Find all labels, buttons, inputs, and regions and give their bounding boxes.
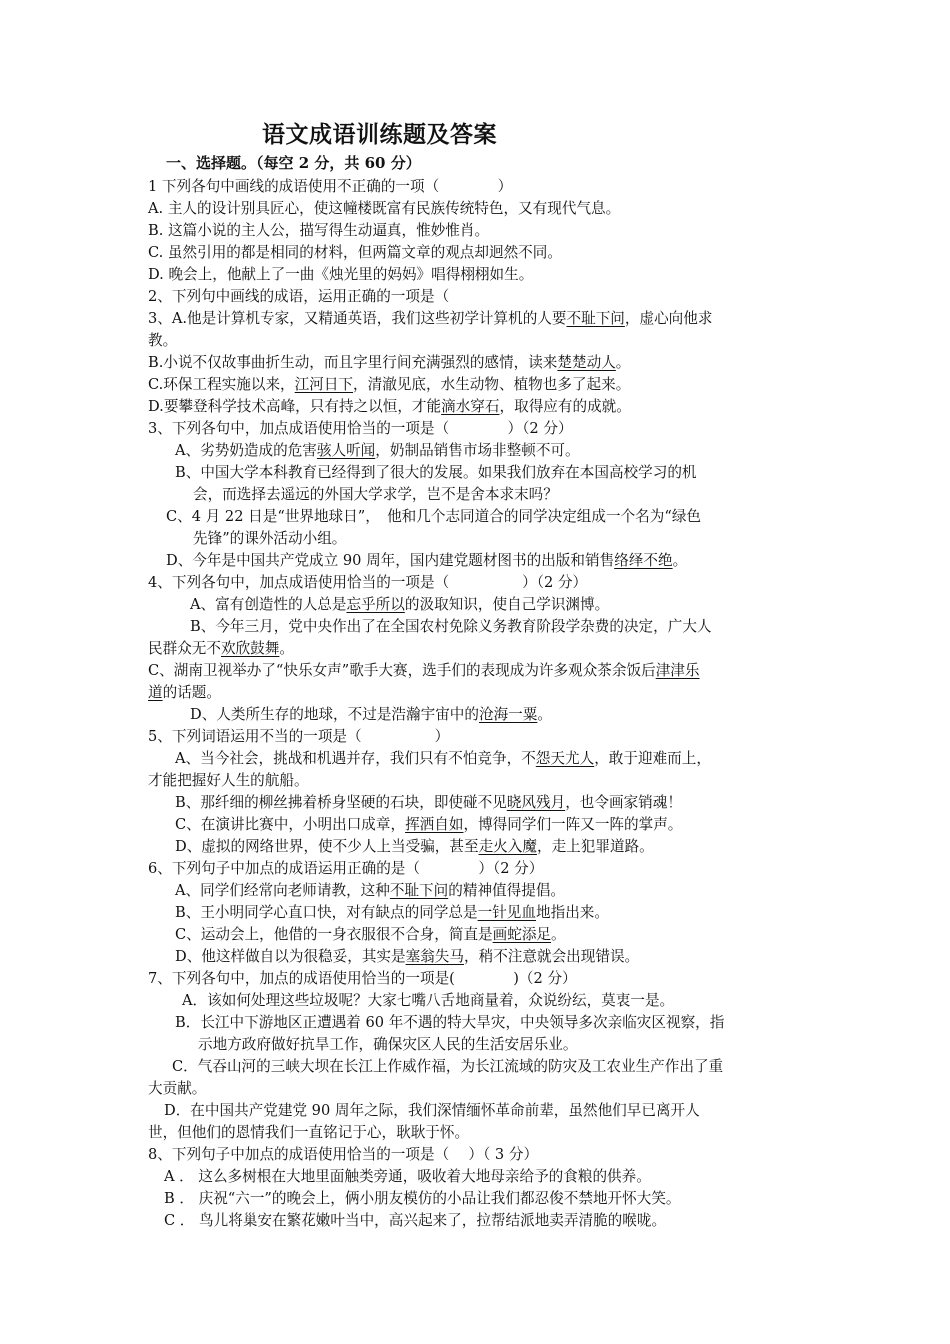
line-text: 世，但他们的恩情我们一直铭记于心，耿耿于怀。 <box>148 1124 470 1141</box>
text-line <box>175 749 711 769</box>
text-line <box>148 573 587 593</box>
text-line <box>175 837 654 857</box>
line-text: 8、下列句子中加点的成语使用恰当的一项是（ ）（ 3 分） <box>148 1146 539 1163</box>
section-heading: 一、选择题。（每空 2 分，共 60 分） <box>166 154 421 172</box>
text-line <box>166 507 701 527</box>
line-text: B、今年三月，党中央作出了在全国农村免除义务教育阶段学杂费的决定，广大人 <box>190 618 712 635</box>
line-text: 4、下列各句中，加点成语使用恰当的一项是（ ）（2 分） <box>148 574 588 591</box>
line-text: C ． 鸟儿将巢安在繁花嫩叶当中，高兴起来了，拉帮结派地卖弄清脆的喉咙。 <box>164 1212 667 1229</box>
line-text: ，虚心向他求 <box>624 310 713 327</box>
line-text: B、王小明同学心直口快，对有缺点的同学总是 <box>175 904 478 921</box>
line-text: D、今年是中国共产党成立 90 周年，国内建党题材图书的出版和销售 <box>166 552 615 569</box>
underlined-idiom: 挥洒自如 <box>405 816 464 833</box>
line-text: 的话题。 <box>162 684 221 701</box>
line-text: D、虚拟的网络世界，使不少人上当受骗，甚至 <box>175 838 479 855</box>
underlined-idiom: 络绎不绝 <box>614 552 673 569</box>
line-text: C．气吞山河的三峡大坝在长江上作威作福，为长江流域的防灾及工农业生产作出了重 <box>172 1058 724 1075</box>
line-text: C、湖南卫视举办了“快乐女声”歌手大赛，选手们的表现成为许多观众茶余饭后 <box>148 662 656 679</box>
line-text: 教。 <box>148 332 178 349</box>
line-text: 5、下列词语运用不当的一项是（ ） <box>148 728 450 745</box>
line-text: B、中国大学本科教育已经得到了很大的发展。如果我们放弃在本国高校学习的机 <box>175 464 697 481</box>
line-text: D. 晚会上，他献上了一曲《烛光里的妈妈》唱得栩栩如生。 <box>148 266 534 283</box>
text-line <box>175 441 580 461</box>
line-text: 的精神值得提倡。 <box>448 882 566 899</box>
line-text: 7、下列各句中，加点的成语使用恰当的一项是( )（2 分） <box>148 970 577 987</box>
line-text: A、同学们经常向老师请教，这种 <box>175 882 390 899</box>
line-text: D、他这样做自以为很稳妥，其实是 <box>175 948 406 965</box>
line-text: 。 <box>615 354 631 371</box>
line-text: C.环保工程实施以来， <box>148 376 295 393</box>
underlined-idiom: 楚楚动人 <box>557 354 616 371</box>
underlined-idiom: 忘乎所以 <box>346 596 405 613</box>
text-line <box>190 617 712 637</box>
underlined-idiom: 走火入魔 <box>478 838 537 855</box>
text-line <box>148 1145 538 1165</box>
text-line <box>193 529 346 549</box>
line-text: B. 这篇小说的主人公，描写得生动逼真，惟妙惟肖。 <box>148 222 490 239</box>
text-line <box>148 287 449 307</box>
text-line <box>148 727 449 747</box>
text-line <box>190 595 609 615</box>
text-line <box>198 1035 577 1055</box>
line-text: 民群众无不 <box>148 640 221 657</box>
line-text: 。 <box>537 706 552 723</box>
text-line <box>164 1189 681 1209</box>
line-text: ，也令画家销魂！ <box>565 794 682 811</box>
line-text: A. 主人的设计别具匠心，使这幢楼既富有民族传统特色，又有现代气息。 <box>148 200 621 217</box>
text-line <box>193 485 558 505</box>
line-text: ，博得同学们一阵又一阵的掌声。 <box>463 816 683 833</box>
line-text: D、人类所生存的地球，不过是浩瀚宇宙中的 <box>190 706 479 723</box>
underlined-idiom: 怨天尤人 <box>535 750 595 767</box>
line-text: 1 下列各句中画线的成语使用不正确的一项（ ） <box>148 178 513 195</box>
underlined-idiom: 不耻下问 <box>566 310 625 327</box>
text-line <box>175 463 697 483</box>
underlined-idiom: 骇人听闻 <box>316 442 376 459</box>
line-text: A、当今社会，挑战和机遇并存，我们只有不怕竞争，不 <box>175 750 536 767</box>
line-text: B．长江中下游地区正遭遇着 60 年不遇的特大旱灾，中央领导多次亲临灾区视察，指 <box>175 1014 725 1031</box>
line-text: C. 虽然引用的都是相同的材料，但两篇文章的观点却迥然不同。 <box>148 244 562 261</box>
underlined-idiom: 欢欣鼓舞 <box>220 640 280 657</box>
line-text: ，敢于迎难而上， <box>594 750 711 767</box>
text-line <box>164 1167 651 1187</box>
text-line <box>148 771 309 791</box>
line-text: B、那纤细的柳丝拂着桥身坚硬的石块，即使碰不见 <box>175 794 507 811</box>
line-text: 会，而选择去遥远的外国大学求学，岂不是舍本求末吗？ <box>193 486 558 503</box>
underlined-idiom: 滴水穿石 <box>441 398 500 415</box>
text-line <box>148 221 489 241</box>
line-text: B ． 庆祝“六一”的晚会上，俩小朋友模仿的小品让我们都忍俊不禁地开怀大笑。 <box>164 1190 681 1207</box>
document-title: 语文成语训练题及答案 <box>262 122 497 148</box>
text-line <box>148 397 631 417</box>
text-line <box>175 925 566 945</box>
text-line <box>182 991 674 1011</box>
underlined-idiom: 道 <box>148 684 163 701</box>
line-text: A．该如何处理这些垃圾呢？大家七嘴八舌地商量着，众说纷纭，莫衷一是。 <box>182 992 675 1009</box>
line-text: C、运动会上，他借的一身衣服很不合身，简直是 <box>175 926 493 943</box>
underlined-idiom: 津津乐 <box>655 662 700 679</box>
underlined-idiom: 江河日下 <box>294 376 354 393</box>
text-line <box>148 969 577 989</box>
line-text: D．在中国共产党建党 90 周年之际，我们深情缅怀革命前辈，虽然他们早已离开人 <box>164 1102 700 1119</box>
text-line <box>148 859 543 879</box>
underlined-idiom: 塞翁失马 <box>405 948 464 965</box>
text-line <box>164 1211 666 1231</box>
line-text: C、4 月 22 日是“世界地球日”， 他和几个志同道合的同学决定组成一个名为“绿色 <box>166 508 702 525</box>
line-text: 2、下列句中画线的成语，运用正确的一项是（ <box>148 288 450 305</box>
line-text: 3、下列各句中，加点成语使用恰当的一项是（ ）（2 分） <box>148 420 573 437</box>
text-line <box>175 793 682 813</box>
text-line <box>148 661 699 681</box>
text-line <box>148 1079 206 1099</box>
underlined-idiom: 画蛇添足 <box>492 926 552 943</box>
line-text: 。 <box>672 552 688 569</box>
text-line <box>190 705 552 725</box>
text-line <box>148 1123 469 1143</box>
line-text: ，取得应有的成就。 <box>499 398 631 415</box>
line-text: C、在演讲比赛中，小明出口成章， <box>175 816 406 833</box>
text-line <box>175 881 565 901</box>
line-text: 。 <box>279 640 294 657</box>
line-text: A、富有创造性的人总是 <box>190 596 347 613</box>
text-line <box>148 265 533 285</box>
line-text: 。 <box>551 926 566 943</box>
text-line <box>175 903 609 923</box>
text-line <box>175 1013 724 1033</box>
text-line <box>148 331 177 351</box>
text-line <box>148 419 573 439</box>
line-text: 大贡献。 <box>148 1080 207 1097</box>
underlined-idiom: 不耻下问 <box>389 882 449 899</box>
line-text: ，奶制品销售市场非整顿不可。 <box>375 442 580 459</box>
line-text: A ． 这么多树根在大地里面触类旁通，吸收着大地母亲给予的食粮的供养。 <box>164 1168 651 1185</box>
text-line <box>148 353 630 373</box>
text-line <box>148 639 294 659</box>
line-text: 示地方政府做好抗旱工作，确保灾区人民的生活安居乐业。 <box>198 1036 578 1053</box>
text-line <box>148 177 512 197</box>
text-line <box>172 1057 723 1077</box>
text-line <box>164 1101 700 1121</box>
underlined-idiom: 沧海一粟 <box>478 706 538 723</box>
line-text: A、劣势奶造成的危害 <box>175 442 317 459</box>
text-line <box>175 947 639 967</box>
underlined-idiom: 一针见血 <box>477 904 536 921</box>
line-text: 的汲取知识，使自己学识渊博。 <box>404 596 610 613</box>
underlined-idiom: 晓风残月 <box>506 794 566 811</box>
line-text: 地指出来。 <box>536 904 609 921</box>
line-text: D.要攀登科学技术高峰，只有持之以恒，才能 <box>148 398 442 415</box>
text-line <box>148 375 630 395</box>
line-text: 先锋”的课外活动小组。 <box>193 530 347 547</box>
text-line <box>148 309 712 329</box>
line-text: B.小说不仅故事曲折生动，而且字里行间充满强烈的感情，读来 <box>148 354 558 371</box>
line-text: ，稍不注意就会出现错误。 <box>464 948 640 965</box>
line-text: 6、下列句子中加点的成语运用正确的是（ ）（2 分） <box>148 860 544 877</box>
line-text: ，清澈见底，水生动物、植物也多了起来。 <box>353 376 631 393</box>
text-line <box>166 551 687 571</box>
line-text: ，走上犯罪道路。 <box>536 838 654 855</box>
line-text: 3、A.他是计算机专家，又精通英语，我们这些初学计算机的人要 <box>148 310 567 327</box>
text-line <box>148 683 221 703</box>
text-line <box>148 243 562 263</box>
text-line <box>175 815 682 835</box>
line-text: 才能把握好人生的航船。 <box>148 772 309 789</box>
text-line <box>148 199 620 219</box>
